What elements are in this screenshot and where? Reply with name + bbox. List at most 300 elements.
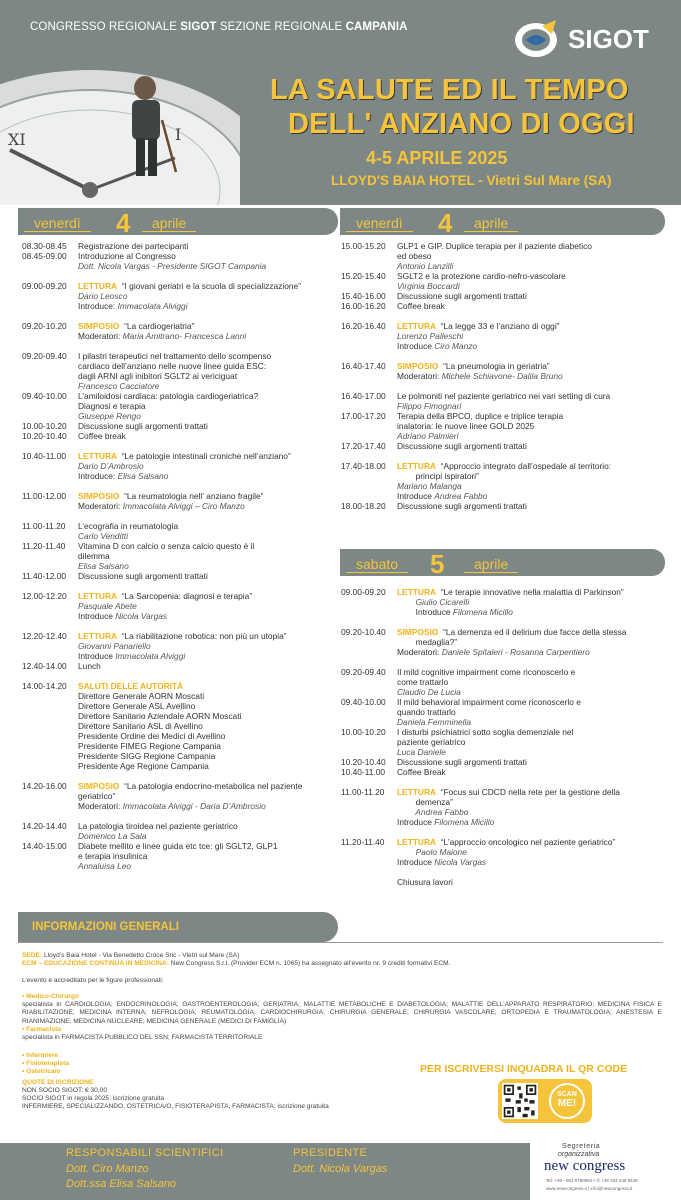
schedule-friday-morning (22, 241, 338, 871)
role-label: Introduce (78, 651, 116, 661)
session-time: 11.00-11.20 (341, 787, 385, 797)
session-time: 14.20-14.40 (22, 821, 67, 831)
schedule-item (341, 291, 665, 301)
session-content (78, 821, 338, 841)
session-content (397, 301, 665, 311)
session-type-label: SIMPOSIO (78, 781, 120, 791)
session-title: inalatoria: le nuove linee GOLD 2025 (397, 421, 535, 431)
session-line (397, 331, 665, 341)
session-title: Direttore Generale AORN Moscati (78, 691, 205, 701)
session-title: L’amiloidosi cardiaca: patologia cardiogeriatrica? (78, 391, 259, 401)
session-line (78, 601, 338, 611)
schedule-friday-afternoon (341, 241, 665, 511)
new-congress-logo: Segreteria organizzativa new congress Tel. +39 - 081 8780864 • ✆ +39 334 249 9449 www.newcongress.it | info@newcongress.it (544, 1143, 638, 1191)
spacer (341, 617, 665, 627)
session-line (397, 607, 665, 617)
session-content (78, 521, 338, 541)
schedule-item (341, 361, 665, 381)
sigot-logo: SIGOT (512, 16, 662, 60)
session-line (397, 431, 665, 441)
session-line (78, 421, 338, 431)
session-line (397, 361, 665, 371)
session-content (397, 291, 665, 301)
speaker-name: Daniele Spitaleri - Rosanna Carpentiero (441, 647, 590, 657)
role-label: Introduce (397, 857, 435, 867)
session-content (78, 281, 338, 311)
scan-me-badge: SCAN ME! (549, 1083, 585, 1119)
session-line (78, 821, 338, 831)
session-type-label: LETTURA (397, 787, 437, 797)
session-time: 12.00-12.20 (22, 591, 67, 601)
schedule-item (341, 411, 665, 441)
clock-illustration (0, 40, 240, 205)
session-time: 10.20-10.40 (22, 431, 67, 441)
session-line (397, 697, 665, 707)
session-time: 14.00-14.20 (22, 681, 67, 691)
schedule-item (341, 727, 665, 757)
session-line (397, 837, 665, 847)
session-line (397, 371, 665, 381)
session-line (78, 331, 338, 341)
session-line (397, 717, 665, 727)
session-content (397, 877, 665, 887)
session-title: GLP1 e GIP. Duplice terapia per il paziente diabetico (397, 241, 592, 251)
role-label: Introduce: (78, 471, 118, 481)
schedule-item (341, 587, 665, 617)
session-content (397, 667, 665, 697)
footer-bar (0, 1143, 530, 1200)
session-time: 16.20-16.40 (341, 321, 386, 331)
session-content (397, 767, 665, 777)
session-title: “La cardiogeriatria” (124, 321, 195, 331)
session-content (397, 757, 665, 767)
spacer (341, 657, 665, 667)
session-title: Discussione sugli argomenti trattati (397, 757, 527, 767)
session-time: 18.00-18.20 (341, 501, 386, 511)
session-type-label: LETTURA (78, 591, 118, 601)
session-line (397, 501, 665, 511)
schedule-item (22, 841, 338, 871)
session-time: 09.20-09.40 (22, 351, 67, 361)
schedule-item (22, 661, 338, 671)
speaker-name: Dario D’Ambrosio (78, 461, 144, 471)
session-line (397, 677, 665, 687)
session-time: 11.40-12.00 (22, 571, 67, 581)
session-line (78, 791, 338, 801)
session-title: Introduzione al Congresso (78, 251, 176, 261)
session-line (78, 831, 338, 841)
session-time: 15.00-15.20 (341, 241, 386, 251)
session-line (397, 291, 665, 301)
speaker-name: Immacolata Alviggi – Ciro Manzo (122, 501, 245, 511)
session-title: Terapia della BPCO, duplice e triplice terapia (397, 411, 564, 421)
session-title: Presidente SIGG Regione Campania (78, 751, 216, 761)
speaker-name: Filomena Micillo (434, 817, 495, 827)
session-line (78, 261, 338, 271)
session-line (397, 787, 665, 797)
schedule-item (341, 877, 665, 887)
session-time: 09.20-09.40 (341, 667, 386, 677)
session-line (78, 351, 338, 361)
session-line (397, 281, 665, 291)
session-content (397, 837, 665, 867)
schedule-item (341, 321, 665, 351)
president-title: PRESIDENTE (293, 1147, 368, 1159)
schedule-item (22, 241, 338, 251)
president-name: Dott. Nicola Vargas (293, 1163, 388, 1175)
session-content (397, 501, 665, 511)
session-content (78, 451, 338, 481)
speaker-name: Francesco Cacciatore (78, 381, 160, 391)
session-line (397, 647, 665, 657)
speaker-name: Carlo Venditti (78, 531, 128, 541)
schedule-item (22, 821, 338, 841)
spacer (22, 621, 338, 631)
session-content (78, 681, 338, 771)
session-content (78, 661, 338, 671)
schedule-item (22, 391, 338, 421)
session-line (397, 341, 665, 351)
info-body: SEDE: Lloyd’s Baia Hotel - Via Benedetto Croce Snc - Vietri sul Mare (SA) ECM – EDUCAZIONE CONTINUA IN MEDICINA: New Congress S.r.l. (Provider ECM n. 1065) ha assegnato all’evento nr. 9 crediti formativi ECM. L’evento è accreditato per le figure professionali: • Medico-Chirurgo specialista in CARDIOLOGIA; ENDOCRINOLOGIA; GASTROENTEROLOGIA; GERIATRIA; MALATTIE METABOLICHE E DIABETOLOGIA; MALATTIE DELL’APPARATO RESPIRATORIO; MEDICINA FISICA E RIABILITAZIONE; MEDICINA INTERNA; NEFROLOGIA; REUMATOLOGIA; CARDIOCHIRURGIA; CHIRURGIA GENERALE; CHIRURGIA VASCOLARE; ORTOPEDIA E TRAUMATOLOGIA; ANESTESIA E RIANIMAZIONE; MEDICINA NUCLEARE; MEDICINA GENERALE (MEDICI DI FAMIGLIA) • Farmacista specialista in FARMACISTA PUBBLICO DEL SSN; FARMACISTA TERRITORIALE • Infermiere • Fisioterapista • Ostetrica/o QUOTE DI ISCRIZIONE NON SOCIO SIGOT: € 30,00 SOCIO SIGOT in regola 2025: iscrizione gratuita INFERMIERE, SPECIALIZZANDO, OSTETRICA/O, FISIOTERAPISTA, FARMACISTA: iscrizione gratuita (22, 952, 662, 1111)
role-label: Moderatori: (78, 331, 123, 341)
session-content (78, 391, 338, 421)
session-line (78, 741, 338, 751)
event-venue: LLOYD'S BAIA HOTEL - Vietri Sul Mare (SA) (331, 173, 612, 188)
spacer (22, 481, 338, 491)
spacer (341, 867, 665, 877)
session-line (397, 847, 665, 857)
session-content (78, 431, 338, 441)
session-line (397, 737, 665, 747)
session-line (397, 401, 665, 411)
session-line (397, 627, 665, 637)
schedule-item (341, 757, 665, 767)
spacer (341, 351, 665, 361)
session-line (397, 587, 665, 597)
session-line (397, 727, 665, 737)
session-line (78, 851, 338, 861)
session-content (397, 441, 665, 451)
session-title: cardiaco dell’anziano nelle nuove linee guida ESC: (78, 361, 267, 371)
session-content (397, 627, 665, 657)
session-title: Direttore Sanitario ASL di Avellino (78, 721, 203, 731)
schedule-item (341, 301, 665, 311)
session-content (397, 461, 665, 501)
schedule-item (22, 781, 338, 811)
session-line (397, 817, 665, 827)
spacer (22, 811, 338, 821)
session-line (78, 681, 338, 691)
session-time: 10.00-10.20 (341, 727, 386, 737)
role-label: Introduce (397, 491, 435, 501)
session-content (78, 351, 338, 391)
session-content (397, 321, 665, 351)
session-line (397, 461, 665, 471)
speaker-name: Nicola Vargas (115, 611, 168, 621)
schedule-item (341, 501, 665, 511)
session-line (397, 301, 665, 311)
spacer (22, 441, 338, 451)
role-label: Introduce: (78, 301, 118, 311)
session-line (78, 781, 338, 791)
speaker-name: Immacolata Alviggi (117, 301, 188, 311)
congress-subtitle: CONGRESSO REGIONALE SIGOT SEZIONE REGIONALE CAMPANIA (30, 21, 408, 33)
organizer-phone: Tel. +39 - 081 8780864 • ✆ +39 334 249 9449 (546, 1178, 638, 1183)
schedule-item (341, 697, 665, 727)
session-title: Chiusura lavori (397, 877, 453, 887)
role-label: Moderatori: (397, 647, 442, 657)
session-title: Diabete mellito e linee guida etc tce: gli SGLT2, GLP1 (78, 841, 278, 851)
session-line (397, 481, 665, 491)
speaker-name: Ciro Manzo (434, 341, 478, 351)
session-title: Discussione sugli argomenti trattati (397, 441, 527, 451)
session-line (78, 631, 338, 641)
session-line (397, 667, 665, 677)
session-time: 10.20-10.40 (341, 757, 386, 767)
session-time: 11.20-11.40 (22, 541, 66, 551)
session-time: 10.00-10.20 (22, 421, 67, 431)
schedule-item (22, 541, 338, 571)
session-type-label: SIMPOSIO (78, 321, 120, 331)
speaker-name: Immacolata Alviggi - Daria D’Ambrosio (122, 801, 266, 811)
session-line (397, 877, 665, 887)
spacer (22, 771, 338, 781)
spacer (341, 381, 665, 391)
session-line (78, 661, 338, 671)
session-line (78, 281, 338, 291)
session-title: demenza” (397, 797, 453, 807)
session-content (397, 727, 665, 757)
session-title: Coffee break (397, 301, 445, 311)
session-line (397, 797, 665, 807)
session-line (78, 371, 338, 381)
session-type-label: LETTURA (78, 281, 118, 291)
session-time: 09.00-09.20 (341, 587, 386, 597)
session-time: 15.40-16.00 (341, 291, 386, 301)
speaker-name: Paolo Maione (397, 847, 467, 857)
session-title: “Focus sui CDCD nella rete per la gestione della (440, 787, 620, 797)
day-header-saturday: sabato 5 aprile (340, 549, 665, 576)
session-title: Diagnosi e terapia (78, 401, 146, 411)
role-label: Introduce (397, 607, 453, 617)
session-line (397, 597, 665, 607)
schedule-item (22, 321, 338, 341)
session-time: 17.20-17.40 (341, 441, 386, 451)
session-line (78, 691, 338, 701)
session-line (78, 541, 338, 551)
session-line (78, 391, 338, 401)
svg-text:I: I (175, 125, 182, 144)
session-time: 09.20-10.40 (341, 627, 386, 637)
session-line (78, 411, 338, 421)
schedule-item (341, 837, 665, 867)
session-title: paziente geriatrico (397, 737, 466, 747)
session-title: Discussione sugli argomenti trattati (78, 421, 208, 431)
session-title: come trattarlo (397, 677, 449, 687)
session-time: 11.00-12.00 (22, 491, 67, 501)
schedule-item (341, 271, 665, 291)
session-line (78, 711, 338, 721)
session-type-label: LETTURA (78, 631, 118, 641)
session-title: “La reumatologia nell’ anziano fragile” (124, 491, 264, 501)
role-label: Moderatori: (78, 801, 123, 811)
session-line (78, 801, 338, 811)
session-line (397, 321, 665, 331)
session-type-label: SIMPOSIO (397, 627, 439, 637)
session-title: Direttore Sanitario Aziendale AORN Moscati (78, 711, 242, 721)
session-line (78, 381, 338, 391)
session-line (78, 521, 338, 531)
session-time: 14.40-15.00 (22, 841, 67, 851)
session-title: Discussione sugli argomenti trattati (397, 501, 527, 511)
session-title: geriatrico” (78, 791, 116, 801)
session-time: 08.45-09.00 (22, 251, 67, 261)
spacer (341, 777, 665, 787)
session-content (78, 491, 338, 511)
session-line (78, 491, 338, 501)
session-line (78, 301, 338, 311)
session-line (78, 611, 338, 621)
speaker-name: Elisa Salsano (117, 471, 169, 481)
session-time: 09.00-09.20 (22, 281, 67, 291)
page-title-line1: LA SALUTE ED IL TEMPO (270, 74, 629, 106)
session-line (397, 441, 665, 451)
session-title: medaglia?” (397, 637, 458, 647)
session-line (78, 291, 338, 301)
speaker-name: Domenico La Sala (78, 831, 147, 841)
session-line (78, 501, 338, 511)
session-line (78, 721, 338, 731)
role-label: Moderatori: (397, 371, 442, 381)
session-time: 08.30-08.45 (22, 241, 67, 251)
session-content (397, 697, 665, 727)
session-content (397, 361, 665, 381)
session-content (78, 421, 338, 431)
session-title: Lunch (78, 661, 101, 671)
session-title: “La patologia endocrino-metabolica nel paziente (124, 781, 303, 791)
scientific-head-2: Dott.ssa Elisa Salsano (66, 1178, 177, 1190)
qr-code-icon[interactable] (502, 1083, 538, 1119)
session-line (78, 461, 338, 471)
speaker-name: Antonio Lanzilli (397, 261, 454, 271)
session-title: “Le patologie intestinali croniche nell’anziano” (121, 451, 291, 461)
schedule-item (22, 591, 338, 621)
session-line (397, 241, 665, 251)
role-label: Introduce (78, 611, 116, 621)
scientific-heads-title: RESPONSABILI SCIENTIFICI (66, 1147, 224, 1159)
session-line (397, 767, 665, 777)
session-time: 16.40-17.40 (341, 361, 386, 371)
schedule-item (22, 571, 338, 581)
session-line (78, 401, 338, 411)
session-content (397, 411, 665, 441)
role-label: Introduce (397, 817, 435, 827)
session-title: I pilastri terapeutici nel trattamento dello scompenso (78, 351, 272, 361)
session-time: 11.00-11.20 (22, 521, 66, 531)
session-title: dilemma (78, 551, 110, 561)
session-time: 17.40-18.00 (341, 461, 386, 471)
schedule-saturday (341, 587, 665, 887)
day-header-friday: venerdì 4 aprile (18, 208, 338, 235)
sigot-logo-icon (512, 16, 562, 60)
session-title: Presidente Ordine dei Medici di Avellino (78, 731, 226, 741)
speaker-name: Claudio De Lucia (397, 687, 461, 697)
session-line (78, 251, 338, 261)
session-type-label: LETTURA (397, 461, 437, 471)
session-title: Presidente FIMEG Regione Campania (78, 741, 221, 751)
schedule-item (341, 767, 665, 777)
session-type-label: SIMPOSIO (78, 491, 120, 501)
speaker-name: Nicola Vargas (434, 857, 487, 867)
schedule-item (341, 787, 665, 827)
schedule-item (22, 431, 338, 441)
schedule-item (341, 391, 665, 411)
spacer (22, 581, 338, 591)
spacer (341, 827, 665, 837)
divider (18, 942, 663, 943)
spacer (22, 511, 338, 521)
speaker-name: Maria Amitrano- Francesca Lanni (122, 331, 247, 341)
session-title: Registrazione dei partecipanti (78, 241, 189, 251)
session-line (397, 391, 665, 401)
session-content (397, 241, 665, 271)
session-content (78, 541, 338, 571)
speaker-name: Dario Leosco (78, 291, 128, 301)
session-line (78, 841, 338, 851)
speaker-name: Andrea Fabbo (434, 491, 488, 501)
speaker-name: Immacolata Alviggi (115, 651, 186, 661)
spacer (341, 451, 665, 461)
session-line (78, 591, 338, 601)
session-line (78, 531, 338, 541)
session-title: “I giovani geriatri e la scuola di specializzazione” (121, 281, 301, 291)
session-time: 16.00-16.20 (341, 301, 386, 311)
speaker-name: Annaluisa Leo (78, 861, 132, 871)
session-line (397, 421, 665, 431)
speaker-name: Andrea Fabbo (397, 807, 469, 817)
session-line (78, 551, 338, 561)
session-title: “La demenza ed il delirium due facce della stessa (443, 627, 627, 637)
spacer (22, 271, 338, 281)
session-title: Discussione sugli argomenti trattati (78, 571, 208, 581)
organizer-web[interactable]: www.newcongress.it | info@newcongress.it (546, 1186, 633, 1191)
session-content (78, 631, 338, 661)
session-content (78, 241, 338, 251)
session-title: Le polmoniti nel paziente geriatrico nei vari setting di cura (397, 391, 611, 401)
session-type-label: LETTURA (78, 451, 118, 461)
session-time: 12.20-12.40 (22, 631, 67, 641)
schedule-item (341, 627, 665, 657)
session-line (397, 707, 665, 717)
session-line (397, 271, 665, 281)
schedule-item (22, 521, 338, 541)
session-title: Il mild behavioral impairment come riconoscerlo e (397, 697, 581, 707)
session-line (78, 471, 338, 481)
session-line (78, 641, 338, 651)
session-title: “La riabilitazione robotica: non più un utopia” (121, 631, 287, 641)
session-type-label: SALUTI DELLE AUTORITÀ (78, 681, 184, 691)
speaker-name: Lorenzo Palleschi (397, 331, 464, 341)
session-content (78, 321, 338, 341)
session-type-label: LETTURA (397, 321, 437, 331)
organizer-name: new congress (544, 1158, 626, 1174)
session-title: Discussione sugli argomenti trattati (397, 291, 527, 301)
schedule-item (341, 441, 665, 451)
svg-text:XI: XI (8, 130, 26, 149)
schedule-item (22, 681, 338, 771)
session-line (78, 861, 338, 871)
session-content (78, 781, 338, 811)
